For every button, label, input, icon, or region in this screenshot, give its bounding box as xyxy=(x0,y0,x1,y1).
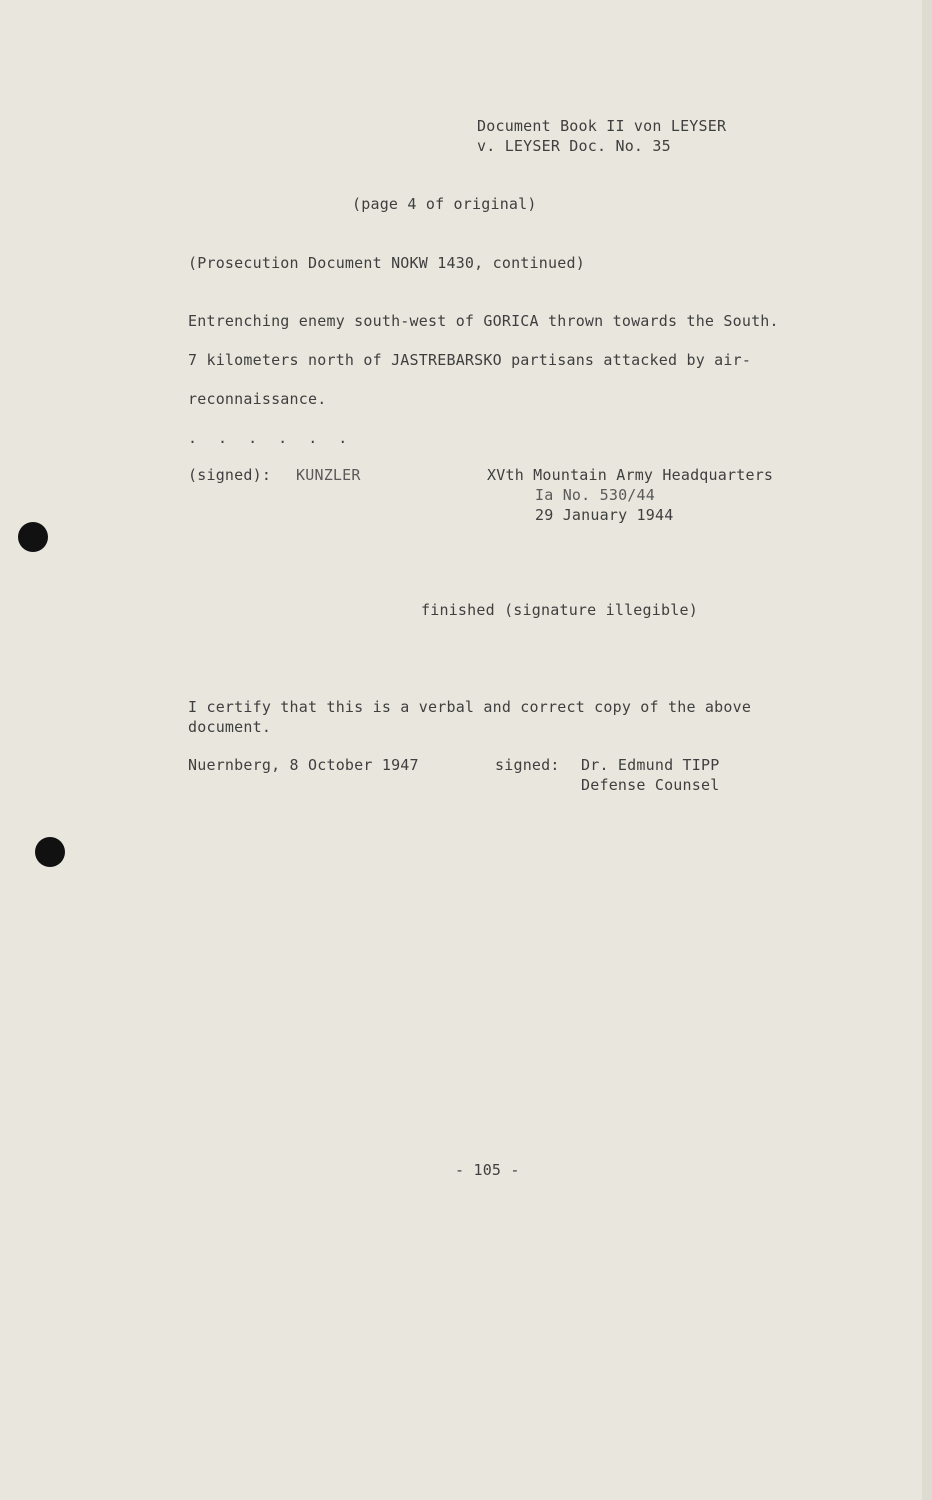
place-and-date: Nuernberg, 8 October 1947 xyxy=(188,756,419,774)
counsel-name: Dr. Edmund TIPP xyxy=(581,756,720,774)
finished-note: finished (signature illegible) xyxy=(421,601,698,619)
body-line-2: 7 kilometers north of JASTREBARSKO partisans attacked by air- xyxy=(188,351,752,369)
signed-date: 29 January 1944 xyxy=(535,506,674,524)
counsel-role: Defense Counsel xyxy=(581,776,720,794)
certification-line-1: I certify that this is a verbal and correct copy of the above xyxy=(188,698,752,716)
header-document-book: Document Book II von LEYSER xyxy=(477,117,727,135)
page-edge xyxy=(922,0,932,1500)
certification-line-2: document. xyxy=(188,718,272,736)
punch-hole-lower xyxy=(35,837,65,867)
signed-name: KUNZLER xyxy=(296,466,361,484)
omission-ellipsis: . . . . . . xyxy=(188,429,354,447)
army-headquarters: XVth Mountain Army Headquarters xyxy=(487,466,774,484)
body-line-3: reconnaissance. xyxy=(188,390,327,408)
page-number: - 105 - xyxy=(455,1161,520,1179)
signed-label: (signed): xyxy=(188,466,272,484)
header-doc-number: v. LEYSER Doc. No. 35 xyxy=(477,137,671,155)
prosecution-reference: (Prosecution Document NOKW 1430, continued) xyxy=(188,254,585,272)
page-of-original-note: (page 4 of original) xyxy=(352,195,537,213)
punch-hole-upper xyxy=(18,522,48,552)
footer-signed-label: signed: xyxy=(495,756,560,774)
reference-number: Ia No. 530/44 xyxy=(535,486,655,504)
body-line-1: Entrenching enemy south-west of GORICA thrown towards the South. xyxy=(188,312,779,330)
